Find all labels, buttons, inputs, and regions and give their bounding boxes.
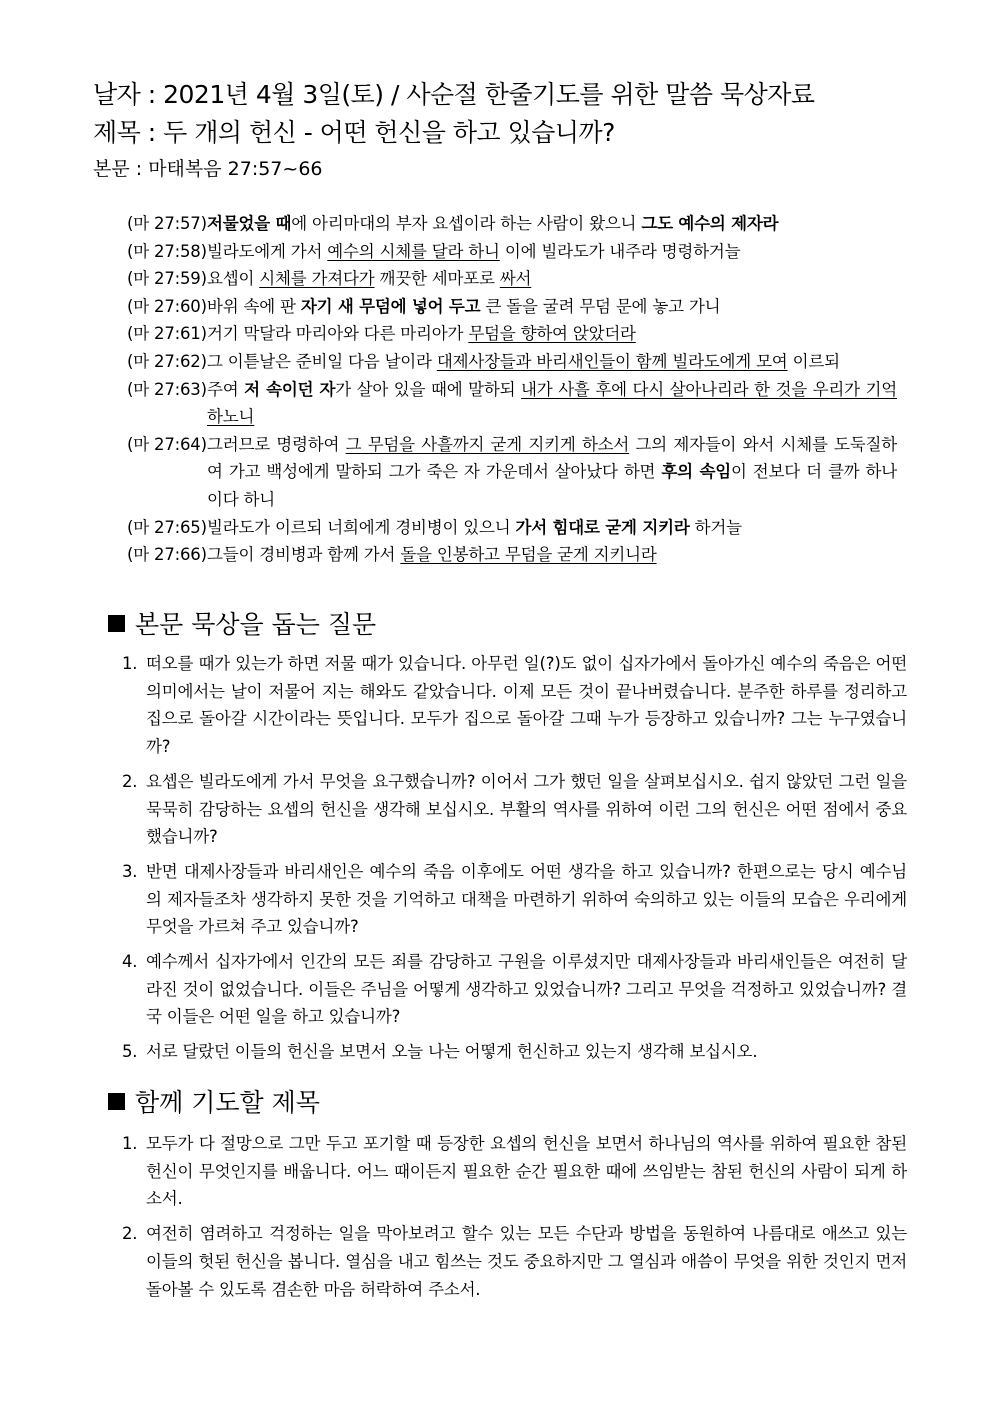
prayer-list (122, 1130, 907, 1310)
square-bullet-icon (108, 1093, 125, 1110)
list-item-text: 예수께서 십자가에서 인간의 모든 죄를 감당하고 구원을 이루셨지만 대제사장들과 바리새인들은 여전히 달라진 것이 없었습니다. 이들은 주님을 어떻게 생각하고 있었습니까? 그리고 무엇을 걱정하고 있었습니까? 결국 이들은 어떤 일을 하고 있습니까? (146, 952, 907, 1027)
verse-row (127, 320, 897, 348)
list-item (122, 650, 907, 761)
verse-reference: (마 27:61) (127, 324, 207, 344)
verse-reference: (마 27:60) (127, 296, 207, 316)
question-list (122, 650, 907, 1073)
underlined-phrase: 돌을 인봉하고 무덤을 굳게 지키니라 (400, 545, 657, 565)
list-item-number: 4. (122, 952, 138, 972)
list-item-text: 떠오를 때가 있는가 하면 저물 때가 있습니다. 아무런 일(?)도 없이 십자가에서 돌아가신 예수의 죽음은 어떤 의미에서는 날이 저물어 지는 해와도 같았습니다. 이제 모든 것이 끝나버렸습니다. 분주한 하루를 정리하고 집으로 돌아갈 시간이라는 뜻입니다. 모두가 집으로 돌아갈 그때 누가 등장하고 있습니까? 그는 누구였습니까? (146, 654, 907, 757)
verse-reference: (마 27:58) (127, 241, 207, 261)
verse-text (207, 238, 897, 266)
verse-segment: 주여 (207, 379, 245, 399)
list-item-number: 1. (122, 1134, 138, 1153)
bold-phrase: 가서 힘대로 굳게 지키라 (515, 517, 690, 537)
verse-reference: (마 27:59) (127, 269, 207, 289)
underlined-phrase: 그 무덤을 사흘까지 굳게 지키게 하소서 (345, 434, 630, 454)
verse-row (127, 431, 897, 514)
verse-segment: 깨끗한 세마포로 (374, 269, 500, 289)
list-item-text: 반면 대제사장들과 바리새인은 예수의 죽음 이후에도 어떤 생각을 하고 있습니까? 한편으로는 당시 예수님의 제자들조차 생각하지 못한 것을 기억하고 대책을 마련하기 위하여 숙의하고 있는 이들의 모습은 우리에게 무엇을 가르쳐 주고 있습니까? (146, 861, 907, 937)
verse-segment: 거기 막달라 마리아와 다른 마리아가 (207, 324, 469, 344)
underlined-phrase: 무덤을 향하여 앉았더라 (468, 324, 636, 344)
square-bullet-icon (108, 615, 125, 632)
verse-text (207, 265, 897, 293)
section-heading-prayer (108, 1086, 320, 1120)
list-item (122, 1038, 907, 1066)
verse-segment: 그 이튿날은 준비일 다음 날이라 (207, 351, 437, 371)
scripture-reference-line: 본문 : 마태복음 27:57~66 (93, 158, 323, 180)
section-heading-text: 함께 기도할 제목 (135, 1088, 320, 1117)
verse-row (127, 265, 897, 293)
underlined-phrase: 싸서 (499, 269, 532, 289)
verse-row (127, 238, 897, 266)
verse-segment: 요셉이 (207, 269, 260, 289)
verse-segment: 이에 빌라도가 내주라 명령하거늘 (499, 241, 741, 261)
verse-text (207, 431, 897, 514)
list-item-text: 여전히 염려하고 걱정하는 일을 막아보려고 할수 있는 모든 수단과 방법을 동원하여 나름대로 애쓰고 있는 이들의 헛된 헌신을 봅니다. 열심을 내고 힘쓰는 것도 중요하지만 그 열심과 애씀이 무엇을 위한 것인지 먼저 돌아볼 수 있도록 겸손한 마음 허락하여 주소서. (146, 1224, 907, 1299)
verse-reference: (마 27:65) (127, 517, 207, 537)
list-item (122, 1130, 907, 1213)
verse-row (127, 541, 897, 569)
underlined-phrase: 내가 사흘 후에 다시 살아나리라 한 것을 우리가 기억하노니 (207, 379, 897, 427)
underlined-phrase: 예수의 시체를 달라 하니 (327, 241, 500, 261)
verse-reference: (마 27:66) (127, 545, 207, 565)
verse-segment: 이르되 (787, 351, 840, 371)
verse-text (207, 293, 897, 321)
bold-phrase: 후의 속임 (661, 462, 731, 482)
list-item-number: 3. (122, 861, 138, 881)
list-item-number: 5. (122, 1042, 138, 1062)
verse-segment: 그의 제자들이 와서 시체를 도둑질하여 가고 백성에게 말하되 그가 죽은 자 가운데서 살아났다 하면 (207, 434, 897, 482)
list-item-number: 1. (122, 654, 138, 673)
scripture-verses (127, 210, 897, 569)
verse-segment: 그러므로 명령하여 (207, 434, 346, 454)
verse-segment: 빌라도가 이르되 너희에게 경비병이 있으니 (207, 517, 516, 537)
verse-segment: 이 전보다 더 클까 하나이다 하니 (207, 462, 897, 509)
section-heading-questions (108, 608, 376, 642)
verse-text (207, 514, 897, 542)
list-item-text: 요셉은 빌라도에게 가서 무엇을 요구했습니까? 이어서 그가 했던 일을 살펴보십시오. 쉽지 않았던 그런 일을 묵묵히 감당하는 요셉의 헌신을 생각해 보십시오. 부활의 역사를 위하여 이런 그의 헌신은 어떤 점에서 중요했습니까? (146, 771, 907, 847)
bold-phrase: 그도 예수의 제자라 (641, 214, 779, 233)
verse-row (127, 376, 897, 431)
verse-reference: (마 27:63) (127, 379, 207, 399)
list-item-text: 모두가 다 절망으로 그만 두고 포기할 때 등장한 요셉의 헌신을 보면서 하나님의 역사를 위하여 필요한 참된 헌신이 무엇인지를 배웁니다. 어느 때이든지 필요한 순간 필요한 때에 쓰임받는 참된 헌신의 사람이 되게 하소서. (146, 1134, 907, 1209)
list-item (122, 858, 907, 941)
verse-segment: 빌라도에게 가서 (207, 241, 328, 261)
subject-title-line: 제목 : 두 개의 헌신 - 어떤 헌신을 하고 있습니까? (93, 118, 615, 147)
underlined-phrase: 시체를 가져다가 (259, 269, 375, 289)
verse-text (207, 376, 897, 431)
bold-phrase: 저 속이던 자 (244, 379, 336, 399)
underlined-phrase: 대제사장들과 바리새인들이 함께 빌라도에게 모여 (436, 351, 788, 371)
verse-row (127, 210, 897, 238)
verse-text (207, 541, 897, 569)
verse-text (207, 320, 897, 348)
list-item-number: 2. (122, 1224, 138, 1244)
verse-segment: 하거늘 (689, 517, 742, 537)
verse-text (207, 348, 897, 376)
list-item (122, 948, 907, 1031)
list-item (122, 768, 907, 851)
verse-segment: 에 아리마대의 부자 요셉이라 하는 사람이 왔으니 (291, 214, 642, 233)
verse-row (127, 348, 897, 376)
verse-reference: (마 27:64) (127, 434, 207, 454)
bold-phrase: 자기 새 무덤에 넣어 두고 (300, 296, 481, 316)
list-item (122, 1220, 907, 1303)
verse-segment: 가 살아 있을 때에 말하되 (335, 379, 522, 399)
list-item-number: 2. (122, 771, 138, 791)
verse-row (127, 514, 897, 542)
verse-text (207, 210, 897, 238)
bold-phrase: 저물었을 때 (207, 214, 292, 233)
verse-row (127, 293, 897, 321)
list-item-text: 서로 달랐던 이들의 헌신을 보면서 오늘 나는 어떻게 헌신하고 있는지 생각해 보십시오. (146, 1042, 758, 1062)
section-heading-text: 본문 묵상을 돕는 질문 (135, 610, 377, 639)
verse-segment: 큰 돌을 굴려 무덤 문에 놓고 가니 (480, 296, 721, 316)
verse-segment: 바위 속에 판 (207, 296, 301, 316)
verse-segment: 그들이 경비병과 함께 가서 (207, 545, 401, 565)
verse-reference: (마 27:62) (127, 351, 207, 371)
date-title-line: 날자 : 2021년 4월 3일(토) / 사순절 한줄기도를 위한 말씀 묵상자료 (93, 80, 815, 109)
verse-reference: (마 27:57) (127, 214, 207, 233)
